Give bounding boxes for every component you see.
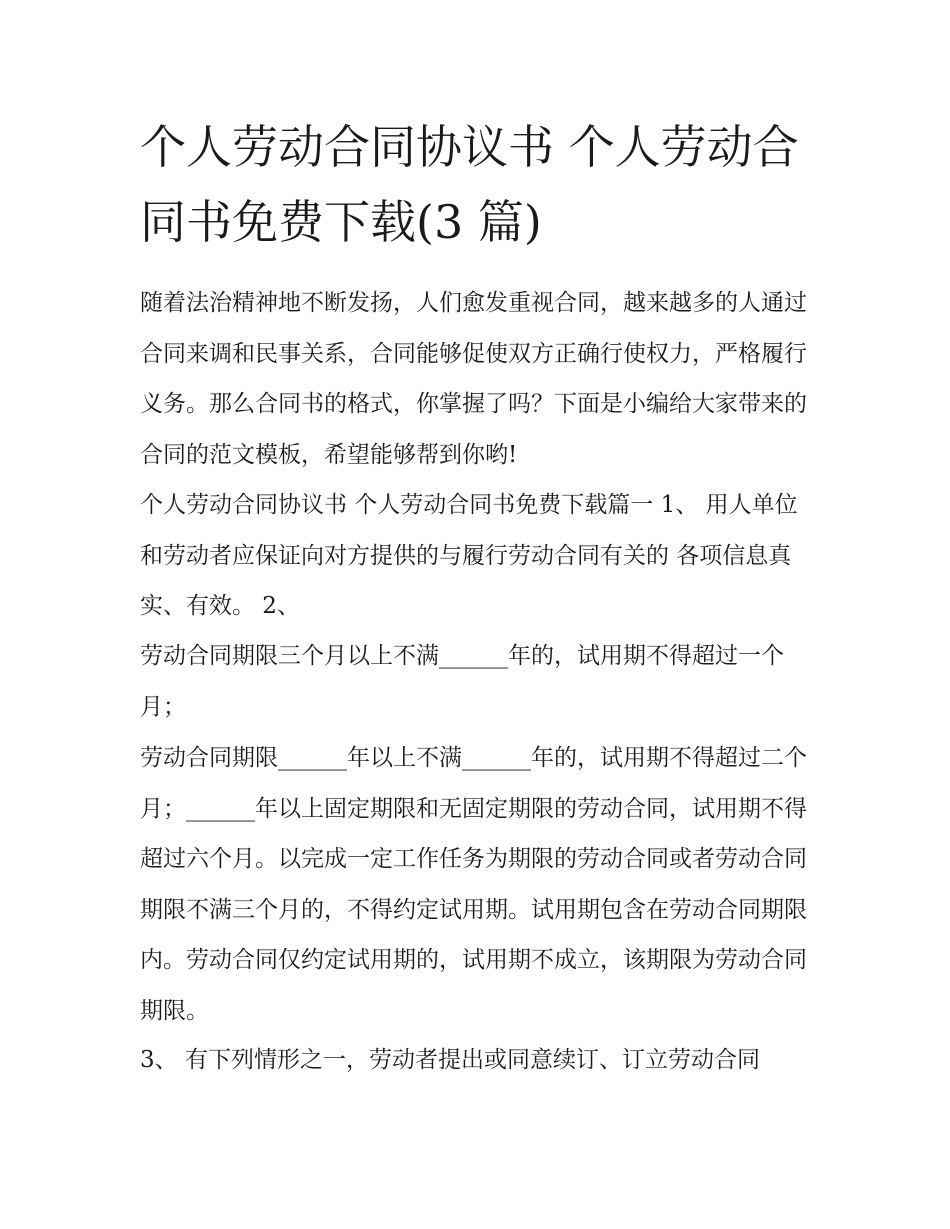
section-one-paragraph: 个人劳动合同协议书 个人劳动合同书免费下载篇一 1、 用人单位和劳动者应保证向对方提供的与履行劳动合同有关的 各项信息真实、有效。 2、 xyxy=(140,492,798,619)
probation-clause-1: 劳动合同期限三个月以上不满______年的，试用期不得超过一个月； xyxy=(140,643,784,720)
section-three-paragraph: 3、 有下列情形之一，劳动者提出或同意续订、订立劳动合同 xyxy=(140,1047,760,1073)
probation-clause-2: 劳动合同期限______年以上不满______年的，试用期不得超过二个月；______年以上固定期限和无固定期限的劳动合同，试用期不得超过六个月。以完成一定工作任务为期限的劳动合同或者劳动合同期限不满三个月的，不得约定试用期。试用期包含在劳动合同期限内。劳动合同仅约定试用期的，试用期不成立，该期限为劳动合同期限。 xyxy=(140,745,807,1024)
intro-paragraph: 随着法治精神地不断发扬，人们愈发重视合同，越来越多的人通过合同来调和民事关系，合同能够促使双方正确行使权力，严格履行义务。那么合同书的格式，你掌握了吗？下面是小编给大家带来的合同的范文模板，希望能够帮到你哟! xyxy=(140,290,807,468)
document-title: 个人劳动合同协议书 个人劳动合同书免费下载(3 篇) xyxy=(140,120,799,249)
